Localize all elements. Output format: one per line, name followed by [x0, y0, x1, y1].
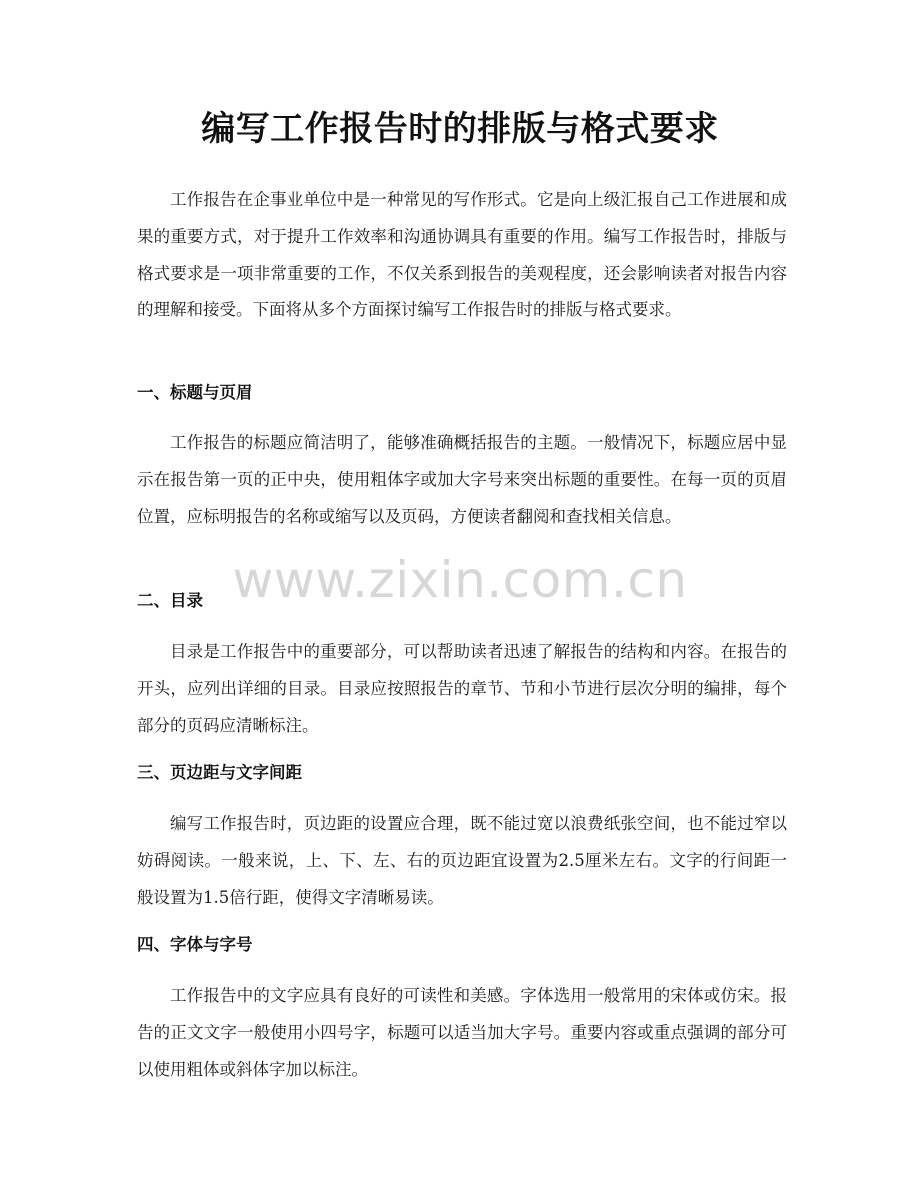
section-body-title-header: 工作报告的标题应简洁明了，能够准确概括报告的主题。一般情况下，标题应居中显示在报告第一页的正中央，使用粗体字或加大字号来突出标题的重要性。在每一页的页眉位置，应标明报告的名称或缩写以及页码，方便读者翻阅和查找相关信息。 [137, 433, 787, 526]
section-heading-fonts: 四、字体与字号 [137, 935, 253, 954]
document-title: 编写工作报告时的排版与格式要求 [201, 109, 719, 149]
section-heading-title-header: 一、标题与页眉 [137, 383, 253, 402]
section-heading-toc: 二、目录 [137, 591, 203, 610]
section-body-toc: 目录是工作报告中的重要部分，可以帮助读者迅速了解报告的结构和内容。在报告的开头，应列出详细的目录。目录应按照报告的章节、节和小节进行层次分明的编排，每个部分的页码应清晰标注。 [137, 642, 787, 735]
watermark: www.zixin.com.cn [232, 551, 688, 609]
section-heading-margins: 三、页边距与文字间距 [137, 763, 302, 782]
section-body-margins: 编写工作报告时，页边距的设置应合理，既不能过宽以浪费纸张空间，也不能过窄以妨碍阅读。一般来说，上、下、左、右的页边距宜设置为2.5厘米左右。文字的行间距一般设置为1.5倍行距，使得文字清晰易读。 [137, 814, 787, 907]
intro-paragraph: 工作报告在企事业单位中是一种常见的写作形式。它是向上级汇报自己工作进展和成果的重要方式，对于提升工作效率和沟通协调具有重要的作用。编写工作报告时，排版与格式要求是一项非常重要的工作，不仅关系到报告的美观程度，还会影响读者对报告内容的理解和接受。下面将从多个方面探讨编写工作报告时的排版与格式要求。 [137, 190, 787, 320]
section-body-fonts: 工作报告中的文字应具有良好的可读性和美感。字体选用一般常用的宋体或仿宋。报告的正文文字一般使用小四号字，标题可以适当加大字号。重要内容或重点强调的部分可以使用粗体或斜体字加以标注。 [137, 986, 787, 1079]
